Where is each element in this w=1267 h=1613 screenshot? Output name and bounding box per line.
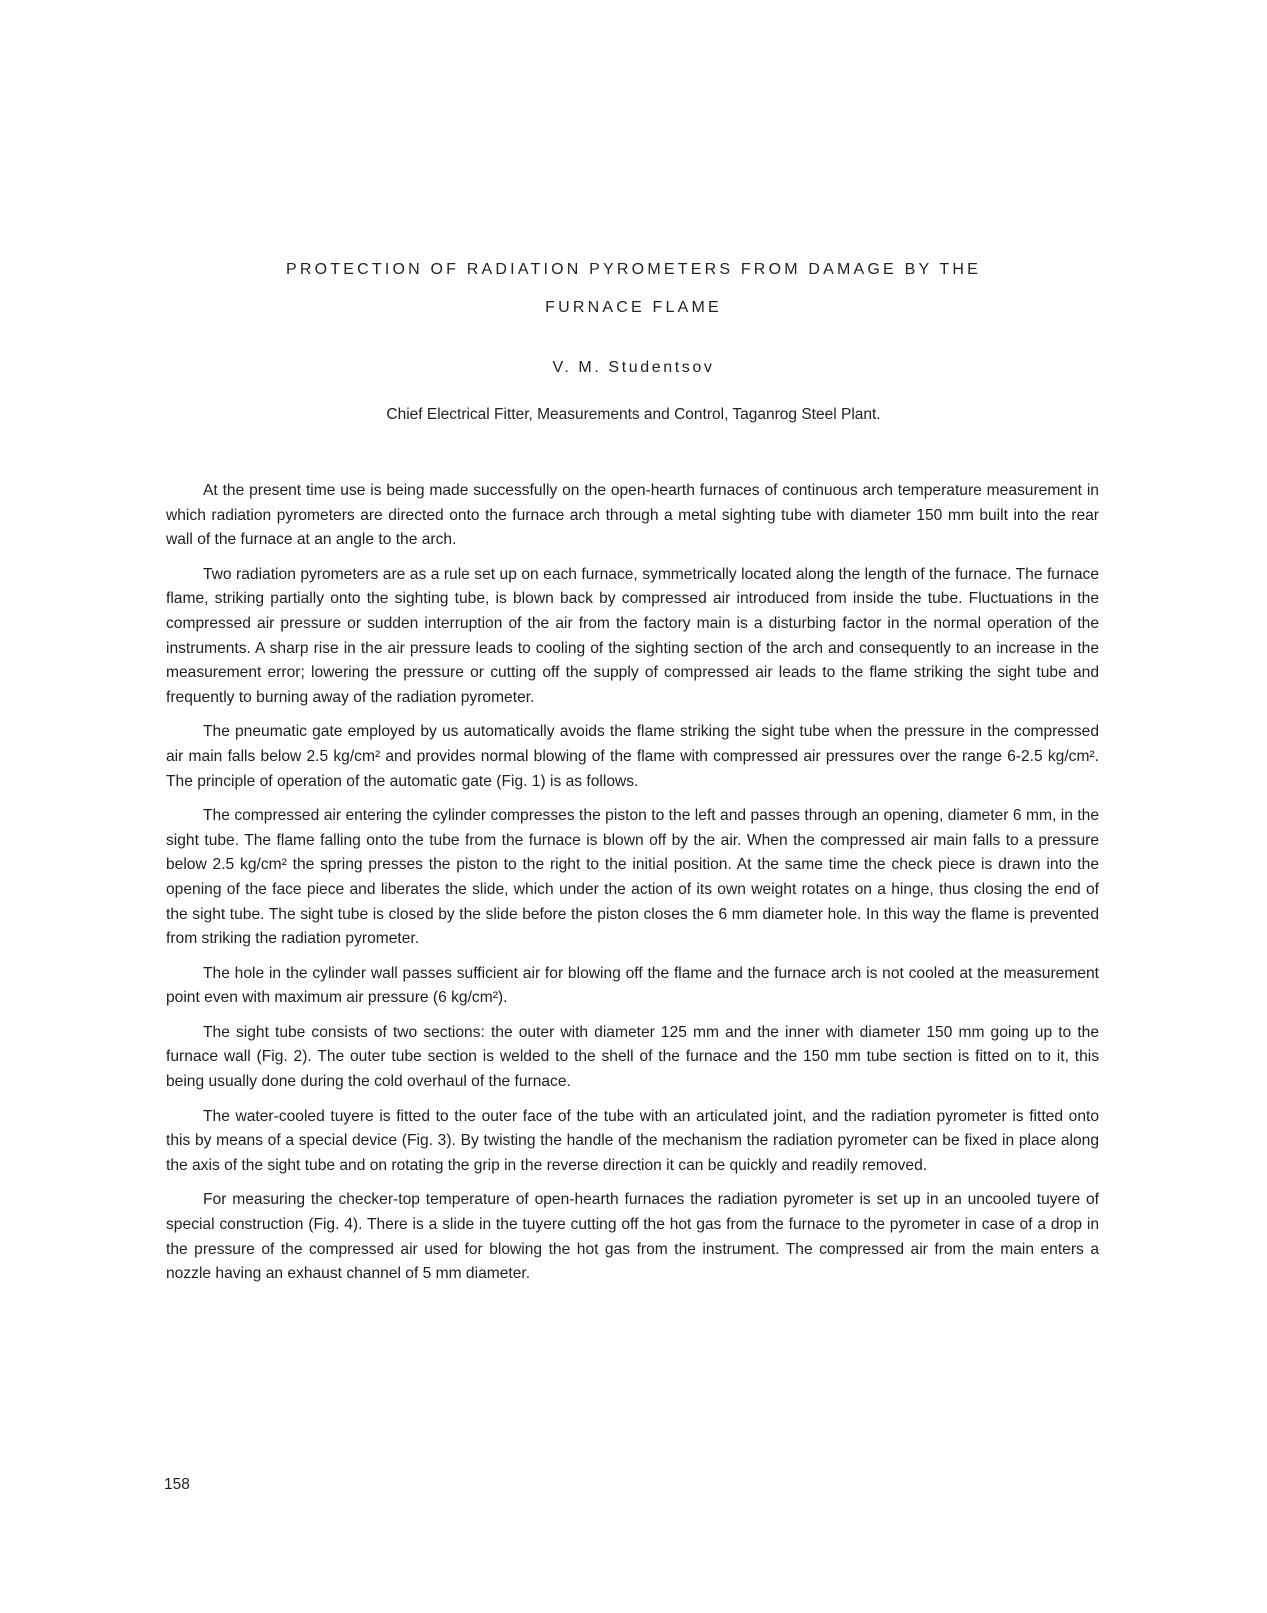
page-number: 158 <box>164 1476 190 1493</box>
paragraph-1: At the present time use is being made successfully on the open-hearth furnaces of continuous arch temperature measurement in which radiation pyrometers are directed onto the furnace arch through a metal sighting tube with diameter 150 mm built into the rear wall of the furnace at an angle to the arch. <box>166 482 1099 549</box>
title-line-2: FURNACE FLAME <box>545 299 722 316</box>
paragraph-4: The compressed air entering the cylinder compresses the piston to the left and passes through an opening, diameter 6 mm, in the sight tube. The flame falling onto the tube from the furnace is blown off by the air. When the compressed air main falls to a pressure below 2.5 kg/cm² the spring presses the piston to the right to the initial position. At the same time the check piece is drawn into the opening of the face piece and liberates the slide, which under the action of its own weight rotates on a hinge, thus closing the end of the sight tube. The sight tube is closed by the slide before the piston closes the 6 mm diameter hole. In this way the flame is prevented from striking the radiation pyrometer. <box>166 807 1099 948</box>
paragraph-8: For measuring the checker-top temperature of open-hearth furnaces the radiation pyrometer is set up in an uncooled tuyere of special construction (Fig. 4). There is a slide in the tuyere cutting off the hot gas from the furnace to the pyrometer in case of a drop in the pressure of the compressed air used for blowing the hot gas from the instrument. The compressed air from the main enters a nozzle having an exhaust channel of 5 mm diameter. <box>166 1191 1099 1283</box>
paragraph-5: The hole in the cylinder wall passes sufficient air for blowing off the flame and the furnace arch is not cooled at the measurement point even with maximum air pressure (6 kg/cm²). <box>166 964 1099 1007</box>
author-name: V. M. Studentsov <box>552 359 715 376</box>
paragraph-3: The pneumatic gate employed by us automatically avoids the flame striking the sight tube when the pressure in the compressed air main falls below 2.5 kg/cm² and provides normal blowing of the flame with compressed air pressures over the range 6-2.5 kg/cm². The principle of operation of the automatic gate (Fig. 1) is as follows. <box>166 723 1099 790</box>
paragraph-2: Two radiation pyrometers are as a rule set up on each furnace, symmetrically located along the length of the furnace. The furnace flame, striking partially onto the sighting tube, is blown back by compressed air introduced from inside the tube. Fluctuations in the compressed air pressure or sudden interruption of the air from the factory main is a disturbing factor in the normal operation of the instruments. A sharp rise in the air pressure leads to cooling of the sighting section of the arch and consequently to an increase in the measurement error; lowering the pressure or cutting off the supply of compressed air leads to the flame striking the sight tube and frequently to burning away of the radiation pyrometer. <box>166 565 1099 706</box>
author-affiliation: Chief Electrical Fitter, Measurements and Control, Taganrog Steel Plant. <box>386 406 881 423</box>
article-body <box>166 479 1099 1297</box>
paragraph-6: The sight tube consists of two sections: the outer with diameter 125 mm and the inner with diameter 150 mm going up to the furnace wall (Fig. 2). The outer tube section is welded to the shell of the furnace and the 150 mm tube section is fitted on to it, this being usually done during the cold overhaul of the furnace. <box>166 1023 1099 1091</box>
paragraph-7: The water-cooled tuyere is fitted to the outer face of the tube with an articulated joint, and the radiation pyrometer is fitted onto this by means of a special device (Fig. 3). By twisting the handle of the mechanism the radiation pyrometer can be fixed in place along the axis of the sight tube and on rotating the grip in the reverse direction it can be quickly and readily removed. <box>166 1107 1099 1174</box>
title-line-1: PROTECTION OF RADIATION PYROMETERS FROM DAMAGE BY THE <box>286 261 981 278</box>
